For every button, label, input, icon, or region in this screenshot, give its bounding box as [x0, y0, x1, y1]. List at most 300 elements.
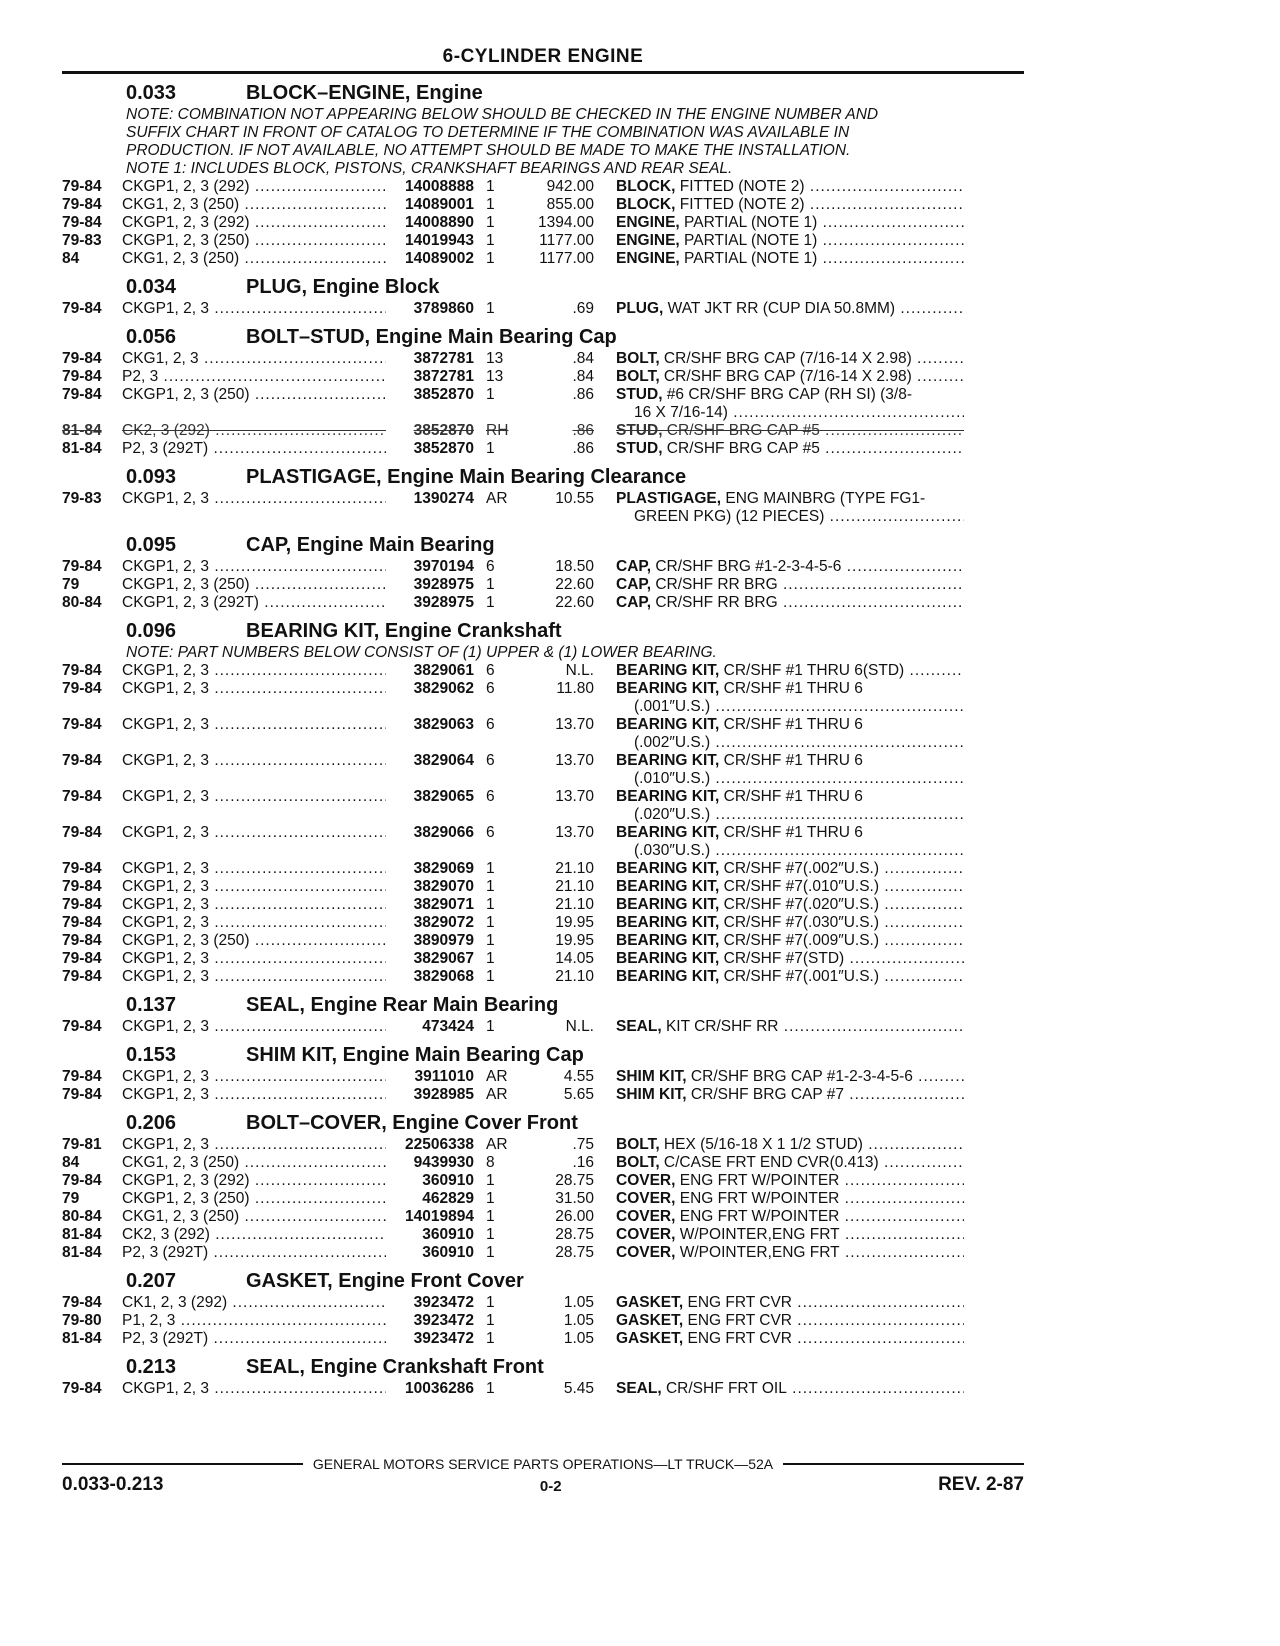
quantity: 1: [486, 250, 495, 267]
part-description: [594, 896, 964, 914]
part-description-detail: FITTED (NOTE 2) .....: [675, 196, 964, 213]
part-description-detail: CR/SHF FRT OIL .....: [662, 1380, 964, 1397]
part-description-detail: CR/SHF #7(.010″U.S.) .....: [719, 878, 964, 895]
quantity: 6: [486, 788, 495, 805]
price: 855.00: [546, 196, 594, 213]
quantity: 6: [486, 716, 495, 733]
part-description: [594, 752, 964, 788]
year-range: 79-84: [62, 878, 102, 895]
part-row: [62, 1330, 1024, 1348]
part-description-detail: PARTIAL (NOTE 1) .....: [680, 250, 964, 267]
model-codes: P2, 3 .....: [122, 368, 386, 386]
part-description-name: BEARING KIT,: [616, 788, 720, 805]
year-range: 79: [62, 576, 80, 593]
part-description-name: BEARING KIT,: [616, 824, 720, 841]
quantity: RH: [486, 422, 509, 439]
model-codes: CKGP1, 2, 3 .....: [122, 968, 386, 986]
part-description-detail: CR/SHF #1 THRU 6: [719, 824, 863, 841]
part-description: [594, 1018, 964, 1036]
year-range: 79-83: [62, 490, 102, 507]
price: 18.50: [555, 558, 594, 575]
model-codes: CKGP1, 2, 3 .....: [122, 860, 386, 878]
part-description-detail: ENG FRT CVR .....: [683, 1330, 964, 1347]
model-codes: CKG1, 2, 3 (250) .....: [122, 196, 386, 214]
price: 19.95: [555, 932, 594, 949]
part-number: 14019894: [405, 1208, 474, 1225]
part-description-name: SHIM KIT,: [616, 1086, 687, 1103]
part-row: [62, 1312, 1024, 1330]
part-number: 3923472: [413, 1294, 474, 1311]
model-codes: CKGP1, 2, 3 (292) .....: [122, 1172, 386, 1190]
section-code: 0.034: [126, 276, 177, 298]
year-range: 80-84: [62, 594, 102, 611]
price: 31.50: [555, 1190, 594, 1207]
part-description-name: SEAL,: [616, 1018, 662, 1035]
section-note: NOTE: PART NUMBERS BELOW CONSIST OF (1) UPPER & (1) LOWER BEARING.: [126, 644, 717, 661]
part-description-name: BEARING KIT,: [616, 752, 720, 769]
year-range: 81-84: [62, 1226, 102, 1243]
part-number: 3852870: [413, 422, 474, 439]
year-range: 81-84: [62, 440, 102, 457]
part-description-name: BEARING KIT,: [616, 950, 720, 967]
quantity: 1: [486, 1018, 495, 1035]
quantity: 1: [486, 878, 495, 895]
part-description: [594, 968, 964, 986]
part-row: [62, 932, 1024, 950]
part-description: [594, 662, 964, 680]
footer-range: 0.033-0.213: [62, 1474, 164, 1495]
part-description-name: GASKET,: [616, 1330, 684, 1347]
part-description: [594, 1330, 964, 1348]
part-number: 3872781: [413, 350, 474, 367]
part-number: 1390274: [413, 490, 474, 507]
section-code: 0.033: [126, 82, 177, 104]
year-range: 79-84: [62, 1086, 102, 1103]
model-codes: CKGP1, 2, 3 .....: [122, 950, 386, 968]
part-number: 3928975: [413, 576, 474, 593]
part-description: [594, 1244, 964, 1262]
quantity: 6: [486, 824, 495, 841]
part-description-detail: ENG FRT W/POINTER .....: [675, 1208, 964, 1225]
section-0-056: [62, 324, 1024, 458]
model-codes: CKGP1, 2, 3 .....: [122, 824, 386, 860]
page-title: 6-CYLINDER ENGINE: [442, 46, 644, 67]
part-description-detail: CR/SHF #7(.009″U.S.) .....: [719, 932, 964, 949]
model-codes: CKG1, 2, 3 (250) .....: [122, 1208, 386, 1226]
model-codes: CKGP1, 2, 3 .....: [122, 300, 386, 318]
section-title: SEAL, Engine Crankshaft Front: [246, 1356, 544, 1378]
price: 1177.00: [539, 250, 594, 267]
part-number: 3829070: [413, 878, 474, 895]
price: 22.60: [555, 576, 594, 593]
section-0-206: [62, 1110, 1024, 1262]
price: 28.75: [555, 1226, 594, 1243]
part-description: [594, 950, 964, 968]
part-description-name: ENGINE,: [616, 214, 680, 231]
part-description: [594, 680, 964, 716]
part-description-detail: CR/SHF BRG CAP (7/16-14 X 2.98) .....: [660, 350, 964, 367]
quantity: 1: [486, 386, 495, 403]
section-heading: [62, 532, 1024, 558]
model-codes: CKGP1, 2, 3 .....: [122, 752, 386, 788]
footer-rule-right: [783, 1463, 1024, 1465]
model-codes: CKG1, 2, 3 .....: [122, 350, 386, 368]
part-row: [62, 196, 1024, 214]
part-description-name: GASKET,: [616, 1294, 684, 1311]
part-description-name: PLUG,: [616, 300, 664, 317]
part-description-detail: CR/SHF RR BRG .....: [651, 576, 964, 593]
year-range: 79-84: [62, 860, 102, 877]
part-description: [594, 1312, 964, 1330]
part-description-name: BOLT,: [616, 1154, 660, 1171]
model-codes: CKGP1, 2, 3 .....: [122, 896, 386, 914]
quantity: 1: [486, 860, 495, 877]
part-number: 3970194: [413, 558, 474, 575]
part-description-detail: CR/SHF BRG #1-2-3-4-5-6 .....: [651, 558, 964, 575]
part-number: 3829068: [413, 968, 474, 985]
price: N.L.: [565, 662, 594, 679]
part-description: [594, 1154, 964, 1172]
quantity: 1: [486, 1312, 495, 1329]
part-description-detail: CR/SHF #7(.001″U.S.) .....: [719, 968, 964, 985]
part-description-name: BLOCK,: [616, 196, 676, 213]
price: 13.70: [555, 824, 594, 841]
part-description-detail: HEX (5/16-18 X 1 1/2 STUD) .....: [660, 1136, 964, 1153]
section-heading: [62, 464, 1024, 490]
quantity: 1: [486, 1380, 495, 1397]
part-description: [594, 350, 964, 368]
part-description-continued: (.002″U.S.) .....: [616, 734, 964, 752]
price: 22.60: [555, 594, 594, 611]
part-description-detail: CR/SHF #7(.020″U.S.) .....: [719, 896, 964, 913]
part-description: [594, 878, 964, 896]
year-range: 79-84: [62, 662, 102, 679]
part-description-name: COVER,: [616, 1208, 676, 1225]
model-codes: CKGP1, 2, 3 (292T) .....: [122, 594, 386, 612]
part-description-name: GASKET,: [616, 1312, 684, 1329]
part-row: [62, 878, 1024, 896]
part-description-detail: KIT CR/SHF RR .....: [662, 1018, 964, 1035]
part-description-detail: CR/SHF RR BRG .....: [651, 594, 964, 611]
footer-rule-left: [62, 1463, 303, 1465]
part-row: [62, 1086, 1024, 1104]
part-description-name: SHIM KIT,: [616, 1068, 687, 1085]
section-0-033: [62, 80, 1024, 268]
year-range: 79-84: [62, 824, 102, 841]
part-description: [594, 576, 964, 594]
part-description-detail: CR/SHF BRG CAP (7/16-14 X 2.98) .....: [660, 368, 964, 385]
part-description: [594, 914, 964, 932]
part-row: [62, 386, 1024, 422]
part-description-detail: C/CASE FRT END CVR(0.413) .....: [660, 1154, 964, 1171]
section-heading: [62, 1354, 1024, 1380]
part-number: 3928985: [413, 1086, 474, 1103]
part-row: [62, 250, 1024, 268]
year-range: 79: [62, 1190, 80, 1207]
part-number: 22506338: [405, 1136, 474, 1153]
part-description-continued: 16 X 7/16-14) .....: [616, 404, 964, 422]
sections-container: [62, 80, 1024, 1398]
model-codes: CKGP1, 2, 3 .....: [122, 1086, 386, 1104]
part-number: 3829071: [413, 896, 474, 913]
part-row: [62, 422, 1024, 440]
part-description-name: ENGINE,: [616, 232, 680, 249]
section-code: 0.206: [126, 1112, 177, 1134]
part-row: [62, 896, 1024, 914]
year-range: 79-84: [62, 178, 102, 195]
part-number: 3829061: [413, 662, 474, 679]
part-row: [62, 1380, 1024, 1398]
part-description-name: BEARING KIT,: [616, 914, 720, 931]
part-row: [62, 1294, 1024, 1312]
part-description: [594, 932, 964, 950]
part-number: 3923472: [413, 1312, 474, 1329]
model-codes: P1, 2, 3 .....: [122, 1312, 386, 1330]
part-description: [594, 422, 964, 440]
quantity: 1: [486, 1294, 495, 1311]
part-description-continued: (.001″U.S.) .....: [616, 698, 964, 716]
part-row: [62, 576, 1024, 594]
part-number: 14089001: [405, 196, 474, 213]
part-row: [62, 662, 1024, 680]
part-description-name: BEARING KIT,: [616, 662, 720, 679]
part-description: [594, 1068, 964, 1086]
part-number: 3872781: [413, 368, 474, 385]
part-description-name: BOLT,: [616, 350, 660, 367]
price: N.L.: [565, 1018, 594, 1035]
part-number: 10036286: [405, 1380, 474, 1397]
year-range: 79-84: [62, 1294, 102, 1311]
year-range: 79-84: [62, 968, 102, 985]
model-codes: CKG1, 2, 3 (250) .....: [122, 1154, 386, 1172]
price: .69: [572, 300, 594, 317]
part-description: [594, 490, 964, 526]
part-row: [62, 788, 1024, 824]
footer-publisher-line: [62, 1456, 1024, 1472]
price: 942.00: [546, 178, 594, 195]
model-codes: CKGP1, 2, 3 .....: [122, 914, 386, 932]
section-note: NOTE: COMBINATION NOT APPEARING BELOW SHOULD BE CHECKED IN THE ENGINE NUMBER AND SUFFIX CHART IN FRONT OF CATALOG TO DETERMINE IF THE COMBINATION WAS AVAILABLE IN PRODUCTION. IF NOT AVAILABLE, NO ATTEMPT SHOULD BE MADE TO MAKE THE INSTALLATION. NOTE 1: INCLUDES BLOCK, PISTONS, CRANKSHAFT BEARINGS AND REAR SEAL.: [126, 106, 879, 177]
quantity: 1: [486, 576, 495, 593]
part-number: 3829064: [413, 752, 474, 769]
part-description: [594, 1172, 964, 1190]
part-description-name: BLOCK,: [616, 178, 676, 195]
model-codes: CKGP1, 2, 3 .....: [122, 878, 386, 896]
part-number: 3923472: [413, 1330, 474, 1347]
part-number: 3829063: [413, 716, 474, 733]
section-heading: [62, 274, 1024, 300]
price: 13.70: [555, 788, 594, 805]
footer-page-number: 0-2: [539, 1478, 562, 1495]
quantity: 1: [486, 932, 495, 949]
price: .75: [572, 1136, 594, 1153]
part-description: [594, 1380, 964, 1398]
model-codes: CKGP1, 2, 3 (250) .....: [122, 386, 386, 422]
part-description-name: COVER,: [616, 1190, 676, 1207]
price: 14.05: [555, 950, 594, 967]
model-codes: P2, 3 (292T) .....: [122, 440, 386, 458]
price: .86: [572, 386, 594, 403]
price: 26.00: [555, 1208, 594, 1225]
part-description: [594, 716, 964, 752]
footer-revision: REV. 2-87: [938, 1474, 1024, 1495]
part-description-detail: CR/SHF #1 THRU 6: [719, 752, 863, 769]
quantity: 1: [486, 232, 495, 249]
quantity: 1: [486, 1172, 495, 1189]
section-code: 0.095: [126, 534, 177, 556]
part-description-name: CAP,: [616, 558, 652, 575]
part-row: [62, 1018, 1024, 1036]
part-row: [62, 368, 1024, 386]
year-range: 79-84: [62, 1068, 102, 1085]
part-row: [62, 860, 1024, 878]
part-number: 360910: [422, 1244, 474, 1261]
part-row: [62, 214, 1024, 232]
part-description: [594, 1208, 964, 1226]
price: 5.65: [563, 1086, 594, 1103]
part-description-name: STUD,: [616, 386, 663, 403]
price: 11.80: [556, 680, 594, 697]
price: 19.95: [555, 914, 594, 931]
price: 21.10: [555, 896, 594, 913]
part-description-detail: CR/SHF #7(STD) .....: [719, 950, 964, 967]
year-range: 84: [62, 1154, 80, 1171]
section-heading: [62, 324, 1024, 350]
part-description-detail: #6 CR/SHF BRG CAP (RH SI) (3/8-: [662, 386, 912, 403]
price: 28.75: [555, 1172, 594, 1189]
part-description: [594, 232, 964, 250]
part-description-continued: (.020″U.S.) .....: [616, 806, 964, 824]
part-description-detail: WAT JKT RR (CUP DIA 50.8MM) .....: [663, 300, 964, 317]
part-number: 3829072: [413, 914, 474, 931]
section-title: BOLT–COVER, Engine Cover Front: [246, 1112, 578, 1134]
year-range: 79-84: [62, 716, 102, 733]
part-description: [594, 178, 964, 196]
quantity: 1: [486, 968, 495, 985]
part-description: [594, 214, 964, 232]
part-row: [62, 232, 1024, 250]
part-description-name: SEAL,: [616, 1380, 662, 1397]
model-codes: CKGP1, 2, 3 (250) .....: [122, 1190, 386, 1208]
price: 10.55: [555, 490, 594, 507]
part-number: 3829069: [413, 860, 474, 877]
part-description-detail: CR/SHF #1 THRU 6: [719, 716, 863, 733]
part-row: [62, 1226, 1024, 1244]
quantity: 1: [486, 1330, 495, 1347]
part-description: [594, 788, 964, 824]
section-heading: [62, 1110, 1024, 1136]
quantity: 1: [486, 1208, 495, 1225]
part-description-name: CAP,: [616, 594, 652, 611]
part-row: [62, 716, 1024, 752]
part-row: [62, 490, 1024, 526]
part-description: [594, 1086, 964, 1104]
model-codes: CKGP1, 2, 3 .....: [122, 662, 386, 680]
year-range: 80-84: [62, 1208, 102, 1225]
part-row: [62, 1068, 1024, 1086]
part-description-detail: PARTIAL (NOTE 1) .....: [680, 232, 964, 249]
model-codes: CKGP1, 2, 3 (250) .....: [122, 576, 386, 594]
part-row: [62, 950, 1024, 968]
model-codes: CKGP1, 2, 3 (292) .....: [122, 214, 386, 232]
section-0-137: [62, 992, 1024, 1036]
section-title: BOLT–STUD, Engine Main Bearing Cap: [246, 326, 617, 348]
part-description-detail: PARTIAL (NOTE 1) .....: [680, 214, 964, 231]
part-description: [594, 558, 964, 576]
year-range: 79-84: [62, 788, 102, 805]
year-range: 81-84: [62, 1330, 102, 1347]
section-heading: [62, 1268, 1024, 1294]
part-description: [594, 196, 964, 214]
year-range: 81-84: [62, 1244, 102, 1261]
part-row: [62, 1136, 1024, 1154]
part-description-detail: CR/SHF #7(.030″U.S.) .....: [719, 914, 964, 931]
part-number: 3852870: [413, 440, 474, 457]
part-row: [62, 300, 1024, 318]
year-range: 79-81: [62, 1136, 102, 1153]
section-heading: [62, 618, 1024, 644]
part-row: [62, 1190, 1024, 1208]
price: .16: [572, 1154, 594, 1171]
part-number: 9439930: [413, 1154, 474, 1171]
quantity: 1: [486, 214, 495, 231]
model-codes: CKGP1, 2, 3 .....: [122, 1136, 386, 1154]
year-range: 79-83: [62, 232, 102, 249]
part-row: [62, 680, 1024, 716]
year-range: 79-84: [62, 558, 102, 575]
part-description-detail: ENG FRT CVR .....: [683, 1312, 964, 1329]
part-description: [594, 1190, 964, 1208]
model-codes: CKGP1, 2, 3 (292) .....: [122, 178, 386, 196]
part-description-name: COVER,: [616, 1226, 676, 1243]
part-number: 3928975: [413, 594, 474, 611]
quantity: AR: [486, 1068, 508, 1085]
year-range: 79-84: [62, 752, 102, 769]
part-number: 360910: [422, 1226, 474, 1243]
price: 21.10: [555, 968, 594, 985]
part-row: [62, 752, 1024, 788]
part-row: [62, 1154, 1024, 1172]
price: 1394.00: [537, 214, 594, 231]
part-number: 14089002: [405, 250, 474, 267]
part-description: [594, 824, 964, 860]
part-number: 473424: [422, 1018, 474, 1035]
quantity: 6: [486, 752, 495, 769]
part-description: [594, 250, 964, 268]
year-range: 84: [62, 250, 80, 267]
section-code: 0.153: [126, 1044, 177, 1066]
model-codes: P2, 3 (292T) .....: [122, 1330, 386, 1348]
part-description-name: BEARING KIT,: [616, 932, 720, 949]
quantity: 1: [486, 300, 495, 317]
year-range: 79-84: [62, 214, 102, 231]
part-row: [62, 440, 1024, 458]
part-number: 3829067: [413, 950, 474, 967]
section-heading: [62, 992, 1024, 1018]
year-range: 79-84: [62, 196, 102, 213]
part-description-continued: (.010″U.S.) .....: [616, 770, 964, 788]
price: 5.45: [563, 1380, 594, 1397]
model-codes: CK1, 2, 3 (292) .....: [122, 1294, 386, 1312]
part-description-name: BEARING KIT,: [616, 716, 720, 733]
quantity: 1: [486, 1226, 495, 1243]
part-number: 14008888: [405, 178, 474, 195]
part-description-continued: (.030″U.S.) .....: [616, 842, 964, 860]
part-description-detail: CR/SHF #7(.002″U.S.) .....: [719, 860, 964, 877]
year-range: 79-84: [62, 1172, 102, 1189]
part-description-name: ENGINE,: [616, 250, 680, 267]
year-range: 79-84: [62, 932, 102, 949]
